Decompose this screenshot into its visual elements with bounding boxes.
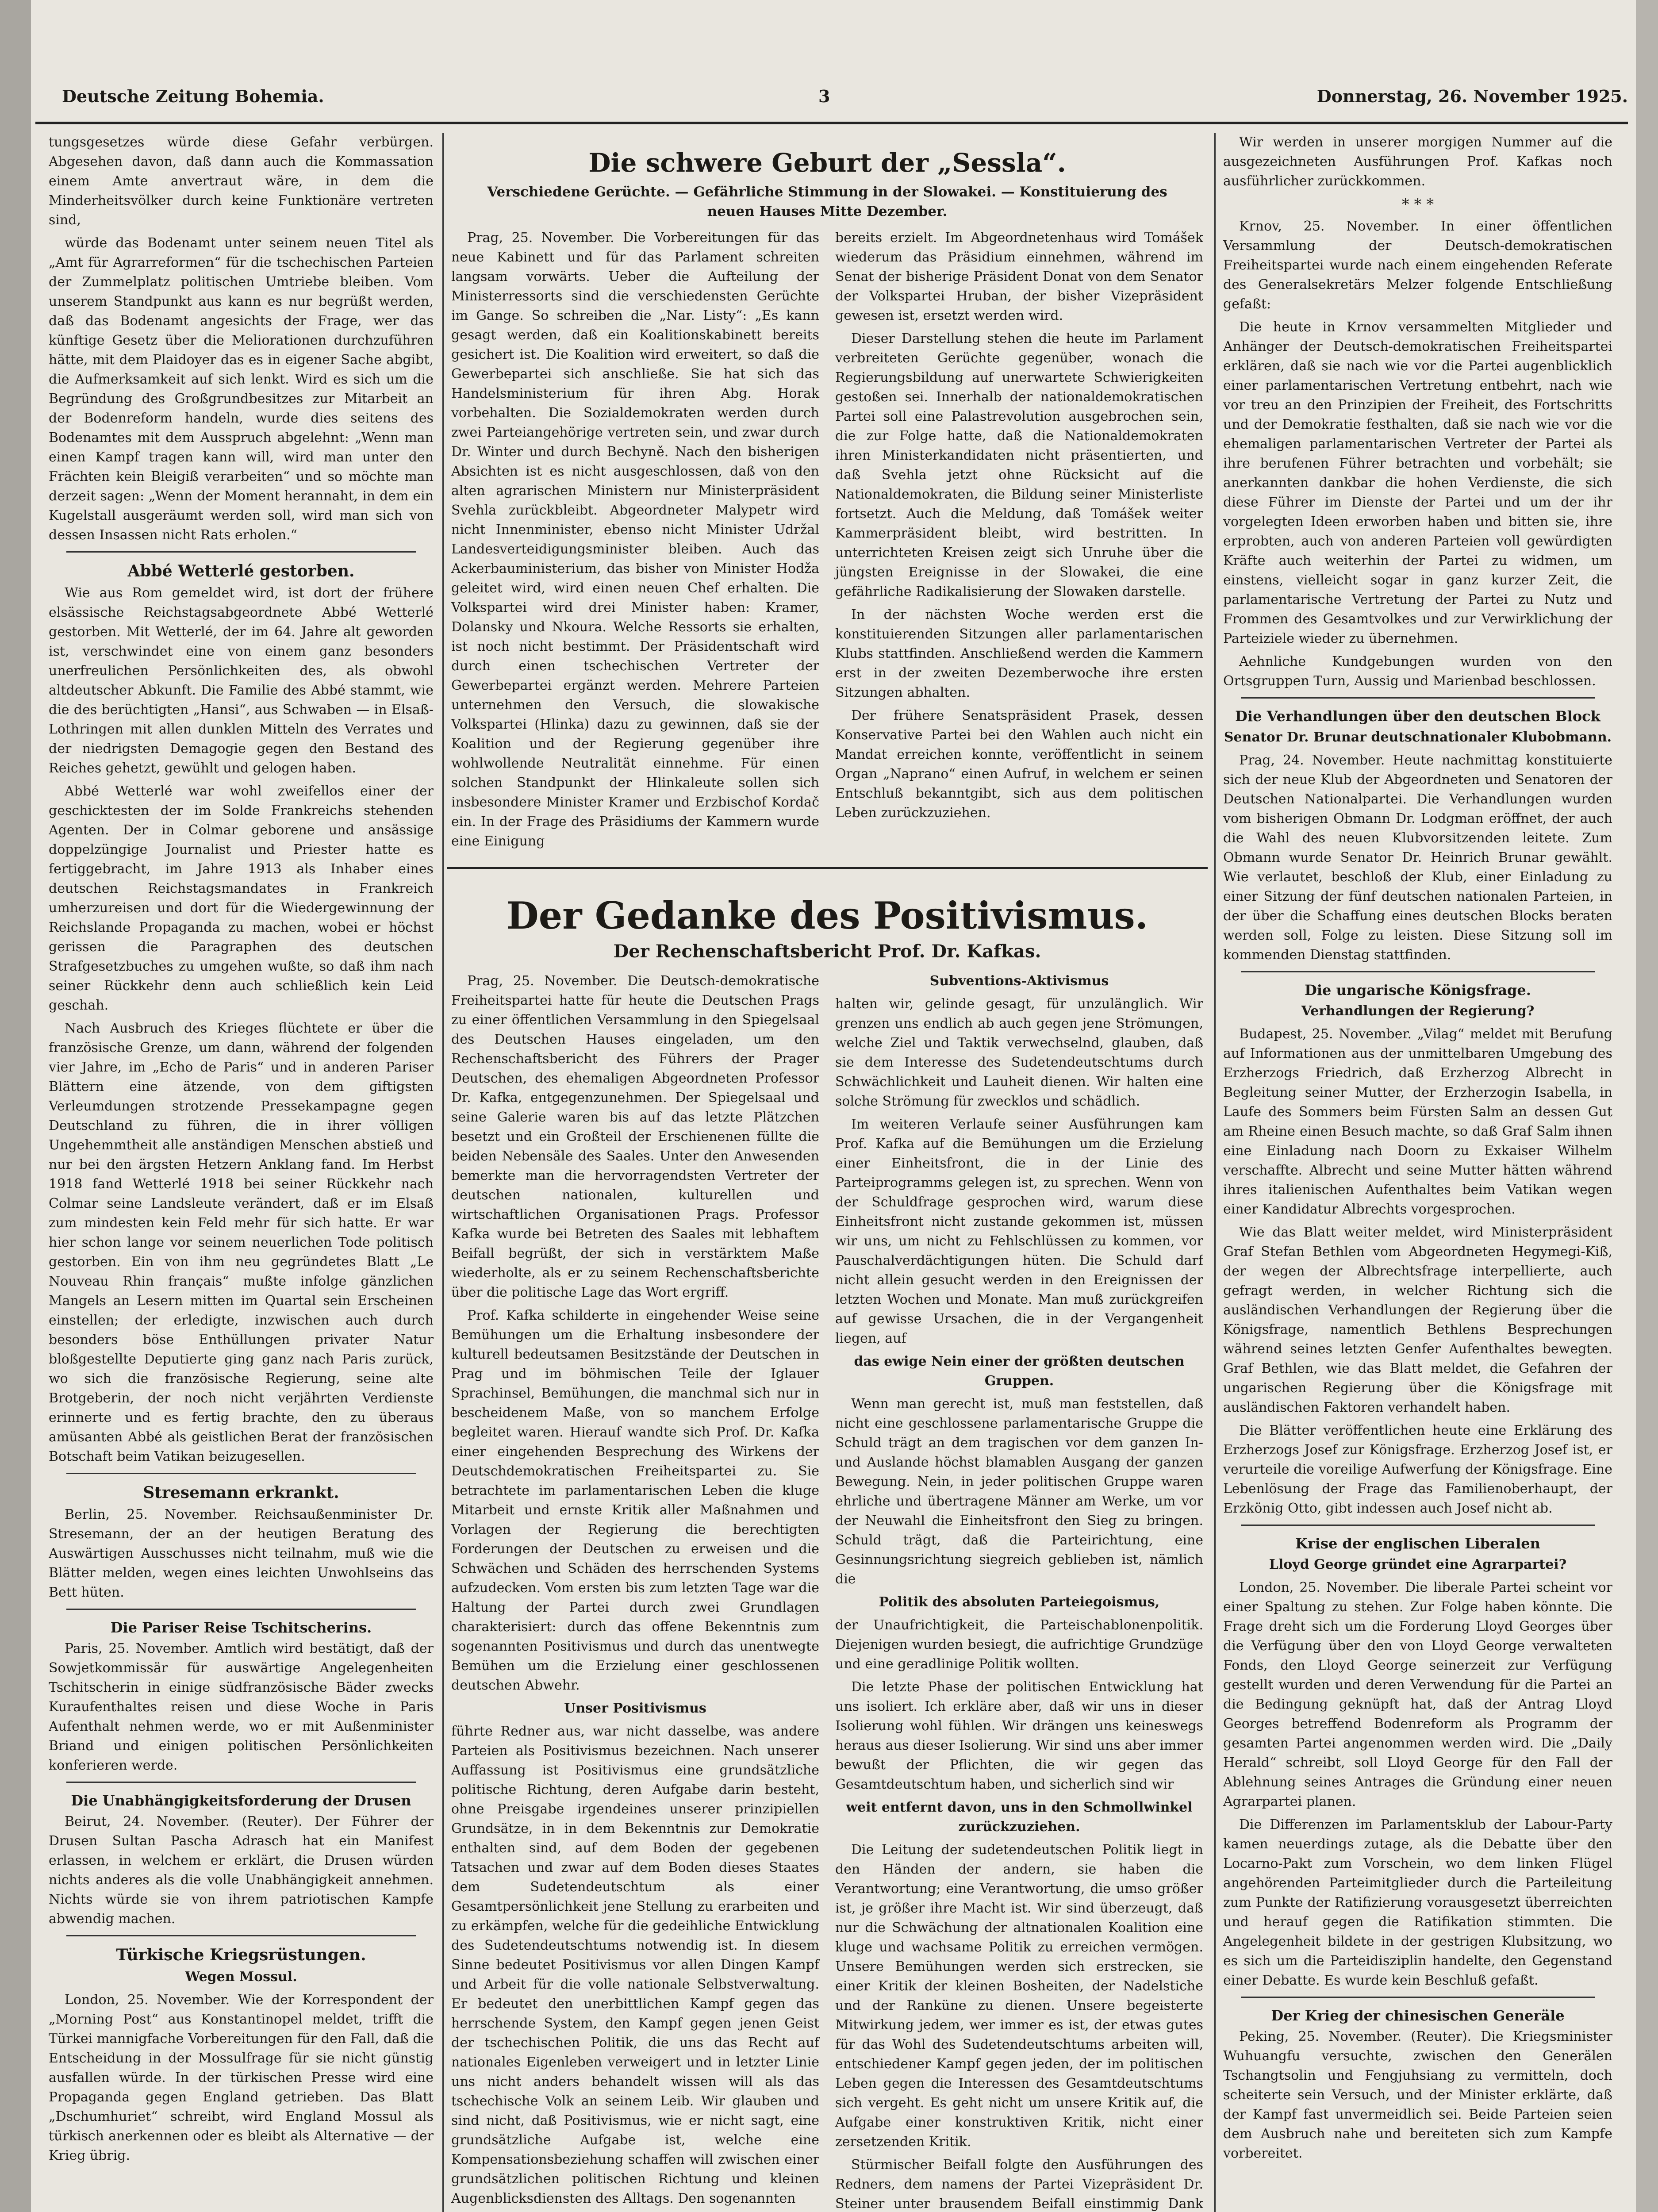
paragraph: Peking, 25. November. (Reuter). Die Kriegsminister Wuhuangfu versuchte, zwischen den Generälen Tschangtsolin und Fengjuhsiang zu vermitteln, doch scheiterte sein Versuch, und der Minister erklärte, daß der Kampf fast unvermeidlich sei. Beide Parteien seien dem Ausbruch nahe und bereiteten sich zum Kampfe vorbereitet. (1223, 2029, 1612, 2161)
article-rule (447, 867, 1208, 869)
paper-name: Deutsche Zeitung Bohemia. (62, 86, 324, 106)
paragraph: Der frühere Senatspräsident Prasek, dessen Konservative Partei bei den Wahlen auch nicht ein Mandat erreichen konnte, veröffentlicht in seinem Organ „Naprano“ einen Aufruf, in welchem er seinen Entschluß bekanntgibt, sich aus dem politischen Leben zurückzuziehen. (835, 708, 1203, 821)
positivismus-col-b (835, 972, 1203, 2212)
paragraph: Krnov, 25. November. In einer öffentlichen Versammlung der Deutsch-demokratischen Freiheitspartei wurde nach einem eingehenden Referate des Generalsekretärs Melzer folgende Entschließung gefaßt: (1223, 219, 1612, 312)
section-stars: * * * (1401, 196, 1434, 213)
subhead-brunar: Senator Dr. Brunar deutschnationaler Klubobmann. (1224, 730, 1612, 745)
issue-date: Donnerstag, 26. November 1925. (1316, 86, 1628, 106)
paragraph: Stürmischer Beifall folgte den Ausführungen des Redners, dem namens der Partei Vizepräsident Dr. Steiner unter brausendem Beifall einstimmig Dank (835, 2157, 1203, 2212)
headline-pariser-reise: Die Pariser Reise Tschitscherins. (110, 1619, 372, 1636)
scan-edge-left (0, 0, 31, 2212)
paragraph: führte Redner aus, war nicht dasselbe, was andere Parteien als Positivismus bezeichnen. Nach unserer Auffassung ist Positivismus eine grundsätzliche politische Richtung, deren Aufgabe darin besteht, ohne Preisgabe irgendeines unserer prinzipiellen Grundsätze, in in dem Bekenntnis zur Demokratie enthalten sind, auf dem Boden der gegebenen Tatsachen und zwar auf dem Boden dieses Staates dem Sudetendeutschtum als einer Gesamtpersönlichkeit jene Stellung zu erarbeiten und zu erkämpfen, welche für die gedeihliche Entwicklung des Sudetendeutschtums notwendig ist. In diesem Sinne bedeutet Positivismus vor allen Dingen Kampf und Arbeit für die volle nationale Selbstverwaltung. Er bedeutet den unerbittlichen Kampf gegen das herrschende System, den Kampf gegen jenen Geist der tschechischen Politik, die uns das Recht auf nationales Eigenleben verweigert und in letzter Linie uns nicht anders behandelt wissen will als das tschechische Volk an seinem Leib. Wir glauben und sind nicht, daß Positivismus, wie er nicht sagt, eine grundsätzliche Aufgabe ist, welche eine Kompensationsbeziehung schaffen will zwischen einer grundsätzlichen politischen Richtung und kleinen Augenblicksdiensten des Alltags. Den sogenannten (451, 1724, 819, 2206)
paragraph: London, 25. November. Die liberale Partei scheint vor einer Spaltung zu stehen. Zur Folge haben könnte. Die Frage dreht sich um die Forderung Lloyd Georges über die Verfügung über den von Lloyd George verwalteten Fonds, den Lloyd George seinerzeit zur Verfügung gestellt wurden und deren Verwendung für die Partei an die Bedingung geknüpft hat, daß der Antrag Lloyd Georges betreffend Bodenreform als Programm der gesamten Partei angenommen werden wird. Die „Daily Herald“ schreibt, soll Lloyd George für den Fall der Ablehnung seines Antrages die Gründung einer neuen Agrarpartei planen. (1223, 1580, 1612, 1809)
folio-line (35, 86, 1628, 117)
paragraph: tungsgesetzes würde diese Gefahr verbürgen. Abgesehen davon, daß dann auch die Kommassation einem Amte anvertraut wäre, in dem die Minderheitsvölker durch keine Funktionäre vertreten sind, (49, 134, 434, 228)
paragraph: Paris, 25. November. Amtlich wird bestätigt, daß der Sowjetkommissär für auswärtige Angelegenheiten Tschitscherin in einige südfranzösische Bäder zwecks Kuraufenthaltes reisen und diese Woche in Paris Aufenthalt nehmen werde, wo er mit Außenminister Briand und einigen politischen Persönlichkeiten konferieren werde. (49, 1641, 434, 1773)
paragraph: Im weiteren Verlaufe seiner Ausführungen kam Prof. Kafka auf die Bemühungen um die Erzielung einer Einheitsfront, die in der Linie des Parteiprogramms gelegen ist, zu sprechen. Wenn von der Schuldfrage gesprochen wird, warum diese Einheitsfront nicht zustande gekommen ist, müssen wir uns, um nicht zu Fehlschlüssen zu kommen, vor Pauschalverdächtigungen hüten. Die Schuld darf nicht allein gesucht werden in den Ereignissen der letzten Wochen und Monate. Man muß zurückgreifen auf gewisse Ursachen, die in der Vergangenheit liegen, auf (835, 1117, 1203, 1346)
paragraph: Wie aus Rom gemeldet wird, ist dort der frühere elsässische Reichstagsabgeordnete Abbé Wetterlé gestorben. Mit Wetterlé, der im 64. Jahre alt geworden ist, verschwindet eine von einem ganz besonders unerfreulichen Persönlichkeiten des, als obwohl altdeutscher Abkunft. Die Familie des Abbé stammt, wie die des berüchtigten „Hansi“, aus Schwaben — in Elsaß-Lothringen mit allen dunklen Mitteln des Verrates und der niedrigsten Demagogie gegen den Bestand des Reiches gehetzt, gewühlt und gelogen haben. (49, 585, 434, 776)
separator (1241, 971, 1595, 972)
paragraph: Wir werden in unserer morgigen Nummer auf die ausgezeichneten Ausführungen Prof. Kafkas noch ausführlicher zurückkommen. (1223, 134, 1612, 189)
column-1 (49, 133, 434, 2212)
paragraph: In der nächsten Woche werden erst die konstituierenden Sitzungen aller parlamentarischen Klubs stattfinden. Anschließend werden die Kammern erst in der zweiten Dezemberwoche ihre ersten Sitzungen abhalten. (835, 607, 1203, 700)
positivismus-columns (451, 972, 1203, 2212)
paragraph: Budapest, 25. November. „Vilag“ meldet mit Berufung auf Informationen aus der unmittelbaren Umgebung des Erzherzogs Friedrich, daß Erzherzog Albrecht in Begleitung seiner Mutter, der Erzherzogin Isabella, in Laufe des Sommers beim Fürsten Salm an dessen Gut am Rheine einen Besuch machte, so daß Graf Salm ihnen eine Einladung nach Doorn zu Exkaiser Wilhelm verschaffte. Albrecht und seine Mutter hätten während ihres italienischen Aufenthaltes beim Vatikan wegen einer Kandidatur Albrechts vorgesprochen. (1223, 1026, 1612, 1217)
headline-chinesische-generaele: Der Krieg der chinesischen Generäle (1271, 2007, 1565, 2024)
paragraph: London, 25. November. Wie der Korrespondent der „Morning Post“ aus Konstantinopel meldet, trifft die Türkei mannigfache Vorbereitungen für den Fall, daß die Entscheidung in der Mossulfrage für sie nicht günstig ausfallen würde. In der türkischen Presse wird eine Propaganda gegen England getrieben. Das Blatt „Dschumhuriet“ schreibt, wird England Mossul als türkisch anerkennen oder es bleibt als Alternative — der Krieg übrig. (49, 1992, 434, 2163)
headline-stresemann: Stresemann erkrankt. (143, 1483, 339, 1502)
positivismus-col-a (451, 972, 819, 2212)
paragraph: Prof. Kafka schilderte in eingehender Weise seine Bemühungen um die Erhaltung insbesondere der kulturell bedeutsamen Besitzstände der Deutschen in Prag und im böhmischen Teile der Iglauer Sprachinsel, Bemühungen, die manchmal sich nur in bescheidenem Maße, von so manchem Erfolge begleitet waren. Hierauf wandte sich Prof. Dr. Kafka einer eingehenden Besprechung des Wirkens der Deutschdemokratischen Freiheitspartei zu. Sie betrachtete im parlamentarischen Leben die kluge Mitarbeit und ernste Kritik aller Maßnahmen und Vorlagen der Regierung die berechtigten Forderungen der Deutschen zu erweisen und die Schwächen und Schäden des herrschenden Systems aufzudecken. Vom ersten bis zum letzten Tage war die Haltung der Partei durch zwei Grundlagen charakterisiert: durch das offene Bekenntnis zum sogenannten Positivismus und durch das unentwegte Bemühen um die Erzielung einer geschlossenen deutschen Abwehr. (451, 1308, 819, 1693)
paragraph: Die Differenzen im Parlamentsklub der Labour-Party kamen neuerdings zutage, als die Debatte über den Locarno-Pakt zum Vorschein, wo dem linken Flügel angehörenden Parteimitglieder durch die Parteileitung zum Punkte der Ratifizierung vorausgesetzt überreichten und herauf gegen die Ratifikation stimmten. Die Angelegenheit bildete in der gestrigen Klubsitzung, wo es sich um die Parteidisziplin handelte, den Gegenstand einer Debatte. Es wurde kein Beschluß gefaßt. (1223, 1817, 1612, 1988)
sessla-columns (451, 228, 1203, 855)
headline-ungarische-koenigsfrage: Die ungarische Königsfrage. (1305, 982, 1531, 998)
paragraph: Die Leitung der sudetendeutschen Politik liegt in den Händen der andern, sie haben die Verantwortung; eine Verantwortung, die umso größer ist, je größer ihre Macht ist. Wir sind überzeugt, daß nur die Schwächung der altnationalen Koalition eine kluge und wachsame Politik zu erreichen vermögen. Unsere Bemühungen werden sich erstrecken, sie einer Kritik der kleinen Bosheiten, der Nadelstiche und der Ranküne zu dienen. Unsere begeisterte Mitwirkung jedem, wer immer es ist, der etwas gutes für das Wohl des Sudetendeutschtums arbeiten will, entschiedener Kampf gegen jeden, der im politischen Leben gegen die Interessen des Gesamtdeutschtums sich vergeht. Es geht nicht um unsere Kritik auf, die Aufgabe einer konstruktiven Kritik, nicht einer zersetzenden Kritik. (835, 1842, 1203, 2150)
separator (66, 551, 416, 553)
paragraph: Die heute in Krnov versammelten Mitglieder und Anhänger der Deutsch-demokratischen Freiheitspartei erklären, daß sie nach wie vor die Partei augenblicklich einer parlamentarischen Vertretung entbehrt, nach wie vor treu an den Prinzipien der Freiheit, des Fortschritts und der Demokratie festhalten, daß sie nach wie vor die ehemaligen parlamentarischen Vertreter der Partei als ihre berufenen Führer betrachten und vorbehält; sie anerkannten dankbar die hohen Verdienste, die sich diese Führer im Dienste der Partei und um der ihr vorgelegten Ideen erworben haben und bitten sie, ihre erprobten, auch von anderen Parteien voll gewürdigten Kräfte auch weiterhin der Partei zu widmen, um einstens, vielleicht sogar in ganz kurzer Zeit, die parlamentarische Vertretung der Partei zu Nutz und Frommen des Gesamtvolkes und zur Verwirklichung der Parteiziele wieder zu übernehmen. (1223, 319, 1612, 646)
paragraph: Berlin, 25. November. Reichsaußenminister Dr. Stresemann, der an der heutigen Beratung des Auswärtigen Ausschusses nicht teilnahm, muß wie die Blätter melden, wegen eines leichten Unwohlseins das Bett hüten. (49, 1507, 434, 1600)
separator (1241, 1997, 1595, 1998)
paragraph: halten wir, gelinde gesagt, für unzulänglich. Wir grenzen uns endlich ab auch gegen jene Strömungen, welche Ziel und Taktik verwechselnd, glauben, daß sie dem Interesse des Sudetendeutschtums durch Schwächlichkeit und Lauheit dienen. Wir halten eine solche Strömung für zwecklos und schädlich. (835, 996, 1203, 1109)
paragraph: Abbé Wetterlé war wohl zweifellos einer der geschicktesten der im Solde Frankreichs stehenden Agenten. Der in Colmar geborene und ansässige doppelzüngige Journalist und Priester hatte es fertiggebracht, im Jahre 1913 als Inhaber eines deutschen Reichstagsmandates in Frankreich umherzureisen und dort für die Wiedergewinnung der Reichslande Propaganda zu machen, wobei er höchst gerissen die Paragraphen des deutschen Strafgesetzbuches zu umgehen wußte, so daß ihm nach seiner Rückkehr denn auch schließlich kein Leid geschah. (49, 783, 434, 1013)
paragraph: der Unaufrichtigkeit, die Parteischablonenpolitik. Diejenigen wurden besiegt, die aufrichtige Grundzüge und eine geradlinige Politik wollten. (835, 1617, 1203, 1672)
headline-sessla: Die schwere Geburt der „Sessla“. (588, 148, 1066, 178)
paragraph: würde das Bodenamt unter seinem neuen Titel als „Amt für Agrarreformen“ für die tschechischen Parteien der Zummelplatz politischen Umtriebe bleiben. Vom unserem Standpunkt aus kann es nur begrüßt werden, daß das Bodenamt angesichts der Frage, wer das künftige Gesetz über die Meliorationen durchzuführen hätte, mit dem Plaidoyer das es in eigener Sache abgibt, die Aufmerksamkeit auf sich lenkt. Wird es sich um die Begründung des Großgrundbesitzes zur Mitarbeit an der Bodenreform handeln, wurde dies seitens des Bodenamtes mit dem Ausspruch abgelehnt: „Wenn man einen Kampf tragen kann will, wird man unter den Frächten kein Bleigiß verarbeiten“ und so möchte man derzeit sagen: „Wenn der Moment herannaht, in dem ein Kugelstall ausgeräumt werden soll, wird man sich von dessen Insassen nicht Rats erholen.“ (49, 235, 434, 543)
deck-positivismus: Der Rechenschaftsbericht Prof. Dr. Kafkas. (613, 941, 1041, 962)
page-number: 3 (818, 86, 830, 106)
paragraph: Prag, 24. November. Heute nachmittag konstituierte sich der neue Klub der Abgeordneten und Senatoren der Deutschen Nationalpartei. Die Verhandlungen wurden vom bisherigen Obmann Dr. Lodgman eröffnet, der auch die Wahl des neuen Klubvorsitzenden leitete. Zum Obmann wurde Senator Dr. Heinrich Brunar gewählt. Wie verlautet, beschloß der Klub, einer Einladung zu einer Sitzung der fünf deutschen nationalen Parteien, in der über die Schaffung eines deutschen Blocks beraten werden soll, Folge zu leisten. Diese Sitzung soll im kommenden Dienstag stattfinden. (1223, 753, 1612, 963)
article-positivismus (451, 880, 1203, 2212)
headline-deutscher-block: Die Verhandlungen über den deutschen Block (1235, 708, 1600, 725)
column-rule (1214, 133, 1216, 2212)
article-sessla (451, 133, 1203, 858)
paragraph: Prag, 25. November. Die Deutsch-demokratische Freiheitspartei hatte für heute die Deutschen Prags zu einer öffentlichen Versammlung in den Spiegelsaal des Deutschen Hauses eingeladen, um den Rechenschaftsbericht des Führers der Prager Deutschen, des ehemaligen Abgeordneten Professor Dr. Kafka, entgegenzunehmen. Der Spiegelsaal und seine Galerie waren bis auf das letzte Plätzchen besetzt und ein Großteil der Erschienenen füllte die beiden Nebensäle des Saales. Unter den Anwesenden bemerkte man die hervorragendsten Vertreter der deutschen nationalen, kulturellen und wirtschaftlichen Organisationen Prags. Professor Kafka wurde bei Betreten des Saales mit lebhaftem Beifall begrüßt, der sich in verstärktem Maße wiederholte, als er zu seinem Rechenschaftsberichte über die politische Lage das Wort ergriff. (451, 973, 819, 1300)
headline-abbe-wetterle: Abbé Wetterlé gestorben. (127, 562, 355, 580)
subhead-parteiegoismus: Politik des absoluten Parteiegoismus, (879, 1594, 1160, 1610)
subhead-schmollwinkel: weit entfernt davon, uns in den Schmollwinkel zurückzuziehen. (846, 1800, 1193, 1835)
subhead-agrarpartei: Lloyd George gründet eine Agrarpartei? (1269, 1557, 1567, 1572)
paragraph: Prag, 25. November. Die Vorbereitungen für das neue Kabinett und für das Parlament schreiten langsam vorwärts. Ueber die Aufteilung der Ministerressorts sind die verschiedensten Gerüchte im Gange. So schreiben die „Nar. Listy“: „Es kann gesagt werden, daß ein Koalitionskabinett bereits gesichert ist. Die Koalition wird erweitert, so daß die Gewerbepartei sich anschließe. Sie hat sich das Handelsministerium für ihren Abg. Horak vorbehalten. Die Sozialdemokraten werden durch zwei Parteiangehörige vertreten sein, und zwar durch Dr. Winter und durch Bechyně. Nach den bisherigen Absichten ist es nicht ausgeschlossen, daß von den alten agrarischen Ministern nur Ministerpräsident Svehla zurückbleibt. Abgeordneter Malypetr wird nicht Innenminister, ebenso nicht Minister Udržal Landesverteidigungsminister bleiben. Auch das Ackerbauministerium, das bisher von Minister Hodža geleitet wird, wird einen neuen Chef erhalten. Die Volkspartei wird drei Minister haben: Kramer, Dolansky und Nkoura. Welche Ressorts sie erhalten, ist noch nicht bestimmt. Der Präsidentschaft wird durch einen tschechischen Vertreter der Gewerbepartei ergänzt werden. Mehrere Parteien unternehmen den Versuch, die slowakische Volkspartei (Hlinka) dazu zu gewinnen, daß sie der Koalition und der Regierung gegenüber ihre wohlwollende Neutralität einnehme. Für einen solchen Standpunkt der Hlinkaleute sollen sich insbesondere Minister Kramer und Erzbischof Kordač ein. In der Frage des Präsidiums der Kammern wurde eine Einigung (451, 230, 819, 849)
headline-drusen: Die Unabhängigkeitsforderung der Drusen (71, 1792, 411, 1809)
sessla-col-a (451, 228, 819, 855)
subhead-subventions-aktivismus: Subventions-Aktivismus (929, 973, 1109, 989)
paragraph: Wie das Blatt weiter meldet, wird Ministerpräsident Graf Stefan Bethlen vom Abgeordneten Hegymegi-Kiß, der wegen der Albrechtsfrage interpellierte, auch gefragt werden, in welcher Richtung sich die ausländischen Verhandlungen der Regierung über die Königsfrage, namentlich Bethlens Besprechungen während seines letzten Genfer Aufenthaltes bewegten. Graf Bethlen, wie das Blatt meldet, die Gefahren der ungarischen Regierung über die Königsfrage mit ausländischen Faktoren verhandelt haben. (1223, 1225, 1612, 1415)
separator (66, 1473, 416, 1474)
separator (1241, 697, 1595, 699)
subhead-mossul: Wegen Mossul. (185, 1969, 297, 1985)
subhead-ewige-nein: das ewige Nein einer der größten deutschen Gruppen. (854, 1354, 1185, 1389)
paragraph: bereits erzielt. Im Abgeordnetenhaus wird Tomášek wiederum das Präsidium einnehmen, während im Senat der bisherige Präsident Donat von dem Senator der Volkspartei Hruban, der bisher Vizepräsident gewesen ist, ersetzt werden wird. (835, 230, 1203, 323)
scan-edge-right (1636, 0, 1658, 2212)
paragraph: Die Blätter veröffentlichen heute eine Erklärung des Erzherzogs Josef zur Königsfrage. Erzherzog Josef ist, er verurteile die voreilige Aufwerfung der Königsfrage. Eine Lebenlösung der Frage das Familienoberhaupt, der Erzkönig Otto, gibt indessen auch Josef nicht ab. (1223, 1423, 1612, 1516)
paragraph: Aehnliche Kundgebungen wurden von den Ortsgruppen Turn, Aussig und Marienbad beschlossen. (1223, 654, 1612, 689)
separator (66, 1935, 416, 1936)
headline-tuerkische-kriegsruestungen: Türkische Kriegsrüstungen. (116, 1946, 366, 1964)
column-5 (1223, 133, 1612, 2212)
sessla-col-b (835, 228, 1203, 855)
paragraph: Beirut, 24. November. (Reuter). Der Führer der Drusen Sultan Pascha Adrasch hat ein Manifest erlassen, in welchem er erklärt, die Drusen würden nichts anderes als die volle Unabhängigkeit annehmen. Nichts würde sie von ihrem patriotischen Kampfe abwendig machen. (49, 1814, 434, 1927)
headline-positivismus: Der Gedanke des Positivismus. (506, 894, 1148, 937)
folio-rule (35, 122, 1628, 124)
paragraph: Die letzte Phase der politischen Entwicklung hat uns isoliert. Ich erkläre aber, daß wir uns in dieser Isolierung wohl fühlen. Wir drängen uns keineswegs heraus aus dieser Isolierung. Wir sind uns aber immer bewußt der Pflichten, die wir gegen das Gesamtdeutschtum haben, und sicherlich sind wir (835, 1679, 1203, 1792)
separator (66, 1609, 416, 1610)
subhead-unser-positivismus: Unser Positivismus (564, 1701, 706, 1716)
column-rule (442, 133, 444, 2212)
subhead-verhandlungen: Verhandlungen der Regierung? (1301, 1003, 1535, 1019)
separator (66, 1782, 416, 1783)
headline-englische-liberale: Krise der englischen Liberalen (1295, 1535, 1540, 1552)
separator (1241, 1525, 1595, 1526)
deck-sessla: Verschiedene Gerüchte. — Gefährliche Stimmung in der Slowakei. — Konstituierung des neuen Hauses Mitte Dezember. (487, 184, 1167, 219)
paragraph: Dieser Darstellung stehen die heute im Parlament verbreiteten Gerüchte gegenüber, wonach die Regierungsbildung auf unerwartete Schwierigkeiten gestoßen sei. Innerhalb der nationaldemokratischen Partei soll eine Palastrevolution ausgebrochen sein, die zur Folge hatte, daß die Nationaldemokraten ihren Ministerkandidaten nicht präsentierten, und daß Svehla jetzt ohne Rücksicht auf die Nationaldemokraten, die Bildung seiner Ministerliste fortsetzt. Auch die Meldung, daß Tomášek weiter Kammerpräsident bleibt, wird bestritten. In unterrichteten Kreisen zeigt sich Unruhe über die jüngsten Ereignisse in der Slowakei, die eine gefährliche Radikalisierung der Slowaken darstelle. (835, 331, 1203, 599)
paragraph: Wenn man gerecht ist, muß man feststellen, daß nicht eine geschlossene parlamentarische Gruppe die Schuld trägt an dem tragischen vor dem ganzen In- und Auslande höchst blamablen Ausgang der ganzen Bewegung. Nein, in jeder politischen Gruppe waren ehrliche und übertragene Männer am Werke, um vor der Neuwahl die Einheitsfront den Sieg zu bringen. Schuld trägt, daß die Parteirichtung, eine Gesinnungsrichtung siegreich geblieben ist, nämlich die (835, 1396, 1203, 1587)
paragraph: Nach Ausbruch des Krieges flüchtete er über die französische Grenze, um dann, während der folgenden vier Jahre, im „Echo de Paris“ und in anderen Pariser Blättern eine ätzende, von dem giftigsten Verleumdungen strotzende Pressekampagne gegen Deutschland zu führen, die in ihrer völligen Ungehemmtheit alle anständigen Menschen abstieß und nur bei den ärgsten Hetzern Anklang fand. Im Herbst 1918 fand Wetterlé 1918 bei seiner Rückkehr nach Colmar seine Landsleute verändert, daß er im Elsaß zum mindesten kein Feld mehr für sich hatte. Er war hier schon lange vor seinem neuerlichen Tode politisch gestorben. Ein von ihm neu gegründetes Blatt „Le Nouveau Rhin français“ mußte infolge gänzlichen Mangels an Lesern mitten im Quartal sein Erscheinen einstellen; der erledigte, inzwischen auch durch besonders böse Enthüllungen privater Natur bloßgestellte Deputierte ging ganz nach Paris zurück, wo sich die französische Regierung, seine alte Brotgeberin, der noch nicht verjährten Verdienste erinnerte und es fertig brachte, den zu überaus amüsanten Abbé als geistlichen Berat der französischen Botschaft beim Vatikan beizugesellen. (49, 1021, 434, 1464)
